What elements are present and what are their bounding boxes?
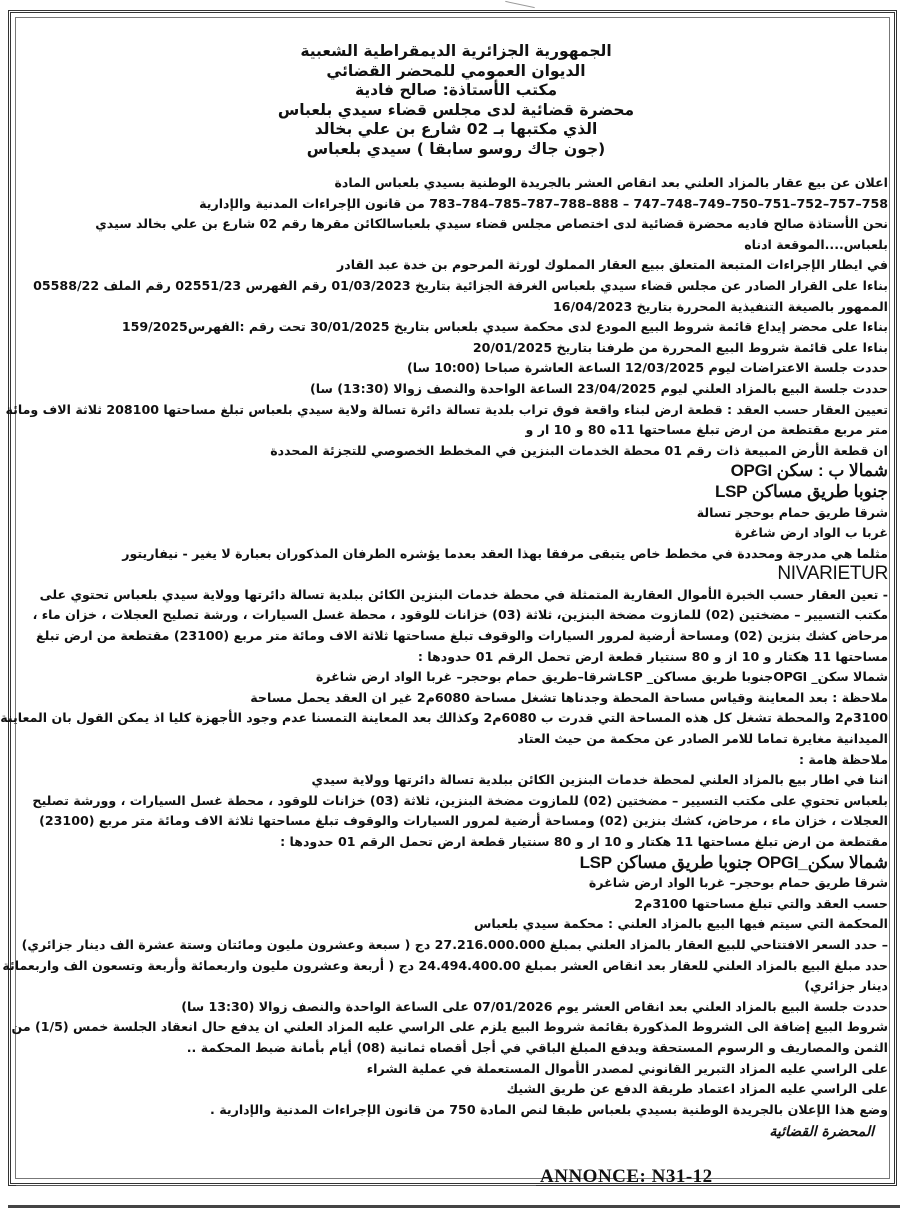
header-line: الذي مكتبها بـ 02 شارع بن علي بخالد: [314, 120, 598, 138]
notice-line: على الراسي عليه المزاد اعتماد طريقة الدفع عن طريق الشيك: [506, 1081, 888, 1097]
notice-line: ملاحظة هامة :: [798, 751, 888, 767]
notice-line: مثلما هي مدرجة ومحددة في مخطط خاص يتبقى مرفقا بهذا العقد بعدما يؤشره الطرفان المذكوران بعبارة لا يغير - نيفاريتور: [122, 545, 888, 561]
annonce-number: ANNONCE: N31-12: [540, 1166, 713, 1187]
notice-line: شمالا ب : سكن OPGI: [730, 461, 888, 481]
notice-line: بناءا على القرار الصادر عن مجلس قضاء سيدي بلعباس الغرفة الجزائية بتاريخ 01/03/2023 رقم الفهرس 02551/23 رقم الملف 05588/22: [33, 277, 888, 293]
notice-line: غربا ب الواد ارض شاغرة: [734, 525, 888, 541]
notice-line: مكتب التسيير – مضختين (02) للمازوت مضخة البنزين، ثلاثة (03) خزانات للوقود ، محطة غسل السيارات ، ورشة تصليح العجلات ، خزان ماء ،: [32, 607, 888, 623]
bottom-divider: [8, 1205, 900, 1208]
notice-line: شرقا طريق حمام بوحجر– غربا الواد ارض شاغرة: [588, 875, 888, 891]
notice-line: جنوبا طريق مساكن LSP: [715, 481, 888, 501]
notice-line: على الراسي عليه المزاد التبرير القانوني لمصدر الأموال المستعملة في عملية الشراء: [366, 1060, 888, 1076]
scan-mark: [505, 1, 535, 8]
notice-line: مساحتها 11 هكتار و 10 از و 80 سنتيار قطعة ارض تحمل الرقم 01 حدودها :: [417, 648, 888, 664]
notice-line: بناءا على قائمة شروط البيع المحررة من طرفنا بتاريخ 20/01/2025: [472, 339, 888, 355]
notice-line: شرقا طريق حمام بوحجر تسالة: [696, 504, 888, 520]
notice-line: اعلان عن بيع عقار بالمزاد العلني بعد انقاص العشر بالجريدة الوطنية بسيدي بلعباس المادة: [334, 175, 888, 190]
notice-line: متر مربع مقتطعة من ارض تبلغ مساحتها 11ه 80 و 10 ار و: [525, 422, 888, 438]
notice-line: - تعين العقار حسب الخبرة الأموال العقارية المتمثلة في محطة خدمات البنزين الكائن ببلدية تسالة دائرتها وولاية سيدي بلعباس تحتوي على: [39, 586, 888, 602]
notice-line: بلعباس....الموقعة ادناه: [744, 236, 888, 252]
notice-line: بلعباس تحتوي على مكتب التسيير – مضختين (02) للمازوت مضخة البنزين، ثلاثة (03) خزانات للوقود ، محطة غسل السيارات ، وورشة تصليح: [32, 792, 888, 808]
notice-line: نحن الأستاذة صالح فاديه محضرة قضائية لدى اختصاص مجلس قضاء سيدي بلعباسالكائن مقرها رقم 02 شارع بن علي بخالد سيدي: [95, 216, 888, 232]
notice-line: حسب العقد والتي تبلغ مساحتها 3100م2: [634, 895, 888, 911]
notice-line: الميدانية مغايرة تماما للامر الصادر عن محكمة من حيث العتاد: [517, 731, 888, 747]
notice-line: العجلات ، خزان ماء ، مرحاض، كشك بنزين (02) ومساحة أرضية لمرور السيارات والوقوف تبلغ مساحتها ثلاثة الاف ومائة متر مربع (23100): [39, 813, 888, 829]
notice-line: في ايطار الإجراءات المتبعة المتعلق ببيع العقار المملوك لورثة المرحوم بن خدة عبد القادر: [337, 257, 888, 273]
notice-line: بناءا على محضر إيداع قائمة شروط البيع المودع لدى محكمة سيدي بلعباس بتاريخ 30/01/2025 تحت رقم :الفهرس159/2025: [121, 319, 888, 335]
header-line: الجمهورية الجزائرية الديمقراطية الشعبية: [300, 42, 612, 60]
notice-body: [0, 173, 888, 1120]
notice-line: حددت جلسة الاعتراضات ليوم 12/03/2025 الساعة العاشرة صباحا (10:00 سا): [406, 360, 888, 376]
notice-line: NIVARIETUR: [777, 563, 888, 585]
notice-line: اننا في اطار بيع بالمزاد العلني لمحطة خدمات البنزين الكائن ببلدية تسالة دائرتها وولاية سيدي: [311, 772, 888, 788]
header-line: (جون جاك روسو سابقا ) سيدي بلعباس: [306, 139, 606, 158]
signature: المحضرة القضائية: [769, 1124, 874, 1140]
header-line: مكتب الأستاذة: صالح فادية: [354, 81, 558, 99]
notice-line: 3100م2 والمحطة تشغل كل هذه المساحة التي قدرت ب 6080م2 وكذالك بعد المعاينة التمسنا عدم وجود الأجهزة كليا اذ يمكن القول بان المعاينة: [0, 710, 888, 726]
notice-line: المحكمة التي سيتم فيها البيع بالمزاد العلني : محكمة سيدي بلعباس: [474, 916, 888, 932]
notice-line: مقتطعة من ارض تبلغ مساحتها 11 هكتار و 10 ار و 80 سنتيار قطعة ارض تحمل الرقم 01 حدودها :: [280, 834, 888, 849]
notice-line: حدد مبلغ البيع بالمزاد العلني للعقار بعد انقاص العشر بمبلغ 24.494.400.00 دج ( أربعة وعشرون مليون واربعمائة وأربعة وتسعون الف واربعمائة: [2, 957, 888, 973]
notice-line: شمالا سكن_OPGI جنوبا طريق مساكن LSP: [579, 852, 888, 872]
notice-line: ملاحظة : بعد المعاينة وقياس مساحة المحطة وجدناها تشغل مساحة 6080م2 غير ان العقد يحمل مساحة: [250, 689, 888, 705]
notice-line: ان قطعة الأرض المبيعة ذات رقم 01 محطة الخدمات البنزين في المخطط الخصوصي للتجزئة المحددة: [270, 442, 888, 458]
annonce-rule: [16, 1185, 536, 1186]
document-header: [0, 42, 912, 159]
notice-line: 758–757–752–751–750–749–748–747 – 888–788–787–785–784–783 من قانون الإجراءات المدنية والإدارية: [199, 195, 888, 211]
notice-line: تعيين العقار حسب العقد : قطعة ارض لبناء واقعة فوق تراب بلدية تسالة دائرة تسالة ولاية سيدي بلعباس تبلغ مساحتها 208100 ثلاثة الاف ومائة: [5, 401, 888, 417]
notice-line: الممهور بالصيغة التنفيذية المحررة بتاريخ 16/04/2023: [552, 298, 888, 314]
header-line: محضرة قضائية لدى مجلس قضاء سيدي بلعباس: [277, 100, 635, 119]
notice-line: وضع هذا الإعلان بالجريدة الوطنية بسيدي بلعباس طبقا لنص المادة 750 من قانون الإجراءات المدنية والإدارية .: [210, 1101, 888, 1117]
notice-line: حددت جلسة البيع بالمزاد العلني بعد انقاص العشر يوم 07/01/2026 على الساعة الواحدة والنصف زوالا (13:30 سا): [181, 998, 888, 1014]
header-line: الديوان العمومي للمحضر القضائي: [326, 61, 586, 80]
notice-line: حددت جلسة البيع بالمزاد العلني ليوم 23/04/2025 الساعة الواحدة والنصف زوالا (13:30) سا): [310, 380, 888, 396]
notice-line: دينار جزائري): [804, 978, 888, 994]
notice-line: – حدد السعر الافتتاحي للبيع العقار بالمزاد العلني بمبلغ 27.216.000.000 دج ( سبعة وعشرون مليون ومائتان وستة عشرة الف دينار جزائري): [21, 936, 888, 952]
notice-line: مرحاض كشك بنزين (02) ومساحة أرضية لمرور السيارات والوقوف تبلغ مساحتها ثلاثة الاف ومائة متر مربع (23100) مقتطعة من ارض تبلغ: [36, 628, 888, 644]
notice-line: الثمن والمصاريف و الرسوم المستحقة ويدفع المبلغ الباقي في أجل أقصاه ثمانية (08) أيام بأمانة ضبط المحكمة ..: [186, 1039, 888, 1055]
notice-line: شمالا سكن_ OPGIجنوبا طريق مساكن_ LSPشرقا–طريق حمام بوحجر– غربا الواد ارض شاغرة: [315, 669, 888, 685]
notice-line: شروط البيع إضافة الى الشروط المذكورة بقائمة شروط البيع يلزم على الراسي عليه المزاد العلني ان يدفع حال انعقاد الجلسة خمس (1/5) من: [11, 1019, 888, 1035]
